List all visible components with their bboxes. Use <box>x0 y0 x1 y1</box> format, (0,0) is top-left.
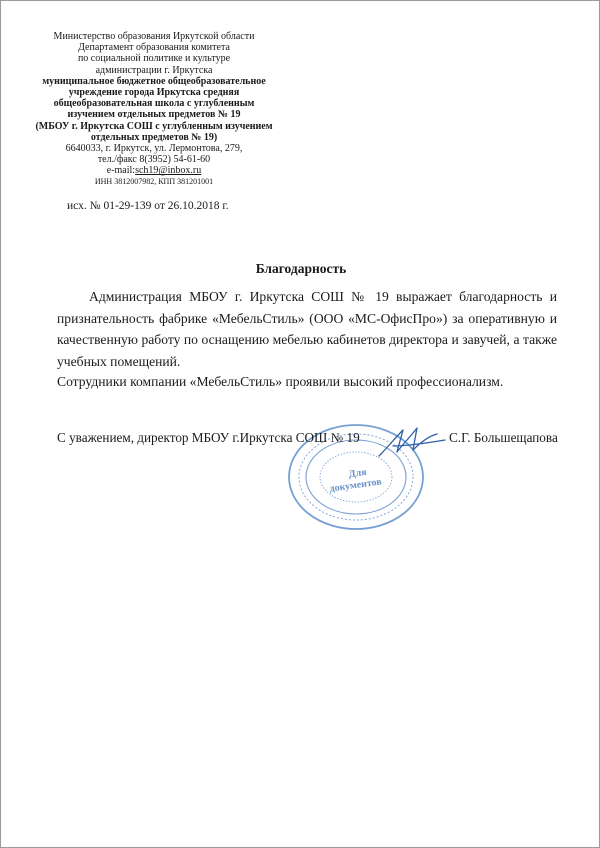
outgoing-reference: исх. № 01-29-139 от 26.10.2018 г. <box>67 200 229 212</box>
stamp-text-line2: документов <box>328 476 383 495</box>
email-label: e-mail: <box>106 165 136 177</box>
letterhead-email <box>19 165 289 176</box>
handwritten-signature <box>373 416 453 466</box>
letterhead-school-line1: муниципальное бюджетное общеобразовательное <box>42 75 266 87</box>
letterhead-administration: администрации г. Иркутска <box>95 64 213 76</box>
letterhead-school-line3: общеобразовательная школа с углубленным <box>53 98 255 110</box>
letterhead-school-line2: учреждение города Иркутска средняя <box>68 87 240 99</box>
letterhead-inn: ИНН 3812007982, КПП 381201001 <box>94 176 214 186</box>
letterhead-ministry: Министерство образования Иркутской области <box>53 31 255 42</box>
signatory-name: С.Г. Большещапова <box>449 430 558 445</box>
letterhead-committee: по социальной политике и культуре <box>77 53 231 65</box>
paragraph-professionalism: Сотрудники компании «МебельСтиль» проявили высокий профессионализм. <box>57 374 504 389</box>
letterhead-school-short2: отдельных предметов № 19) <box>90 131 218 143</box>
letterhead-address: 6640033, г. Иркутск, ул. Лермонтова, 279, <box>65 143 243 155</box>
letterhead <box>19 31 289 187</box>
letterhead-phone: тел./факс 8(3952) 54-61-60 <box>97 154 211 166</box>
document-title: Благодарность <box>255 261 347 276</box>
closing-line: С уважением, директор МБОУ г.Иркутска СОШ № 19 <box>57 430 360 445</box>
letterhead-school-short1: (МБОУ г. Иркутска СОШ с углубленным изучением <box>35 120 273 132</box>
paragraph-gratitude: Администрация МБОУ г. Иркутска СОШ № 19 выражает благодарность и признательность фабрике «МебельСтиль» (ООО «МС-ОфисПро») за оперативную и качественную работу по оснащению мебелью кабинетов директора и завучей, а также учебных помещений. <box>57 289 557 369</box>
letterhead-school-line4: изучением отдельных предметов № 19 <box>67 109 241 121</box>
email-link[interactable]: sch19@inbox.ru <box>135 165 202 177</box>
stamp-text-line1: Для <box>348 466 368 481</box>
letterhead-department: Департамент образования комитета <box>78 42 230 54</box>
